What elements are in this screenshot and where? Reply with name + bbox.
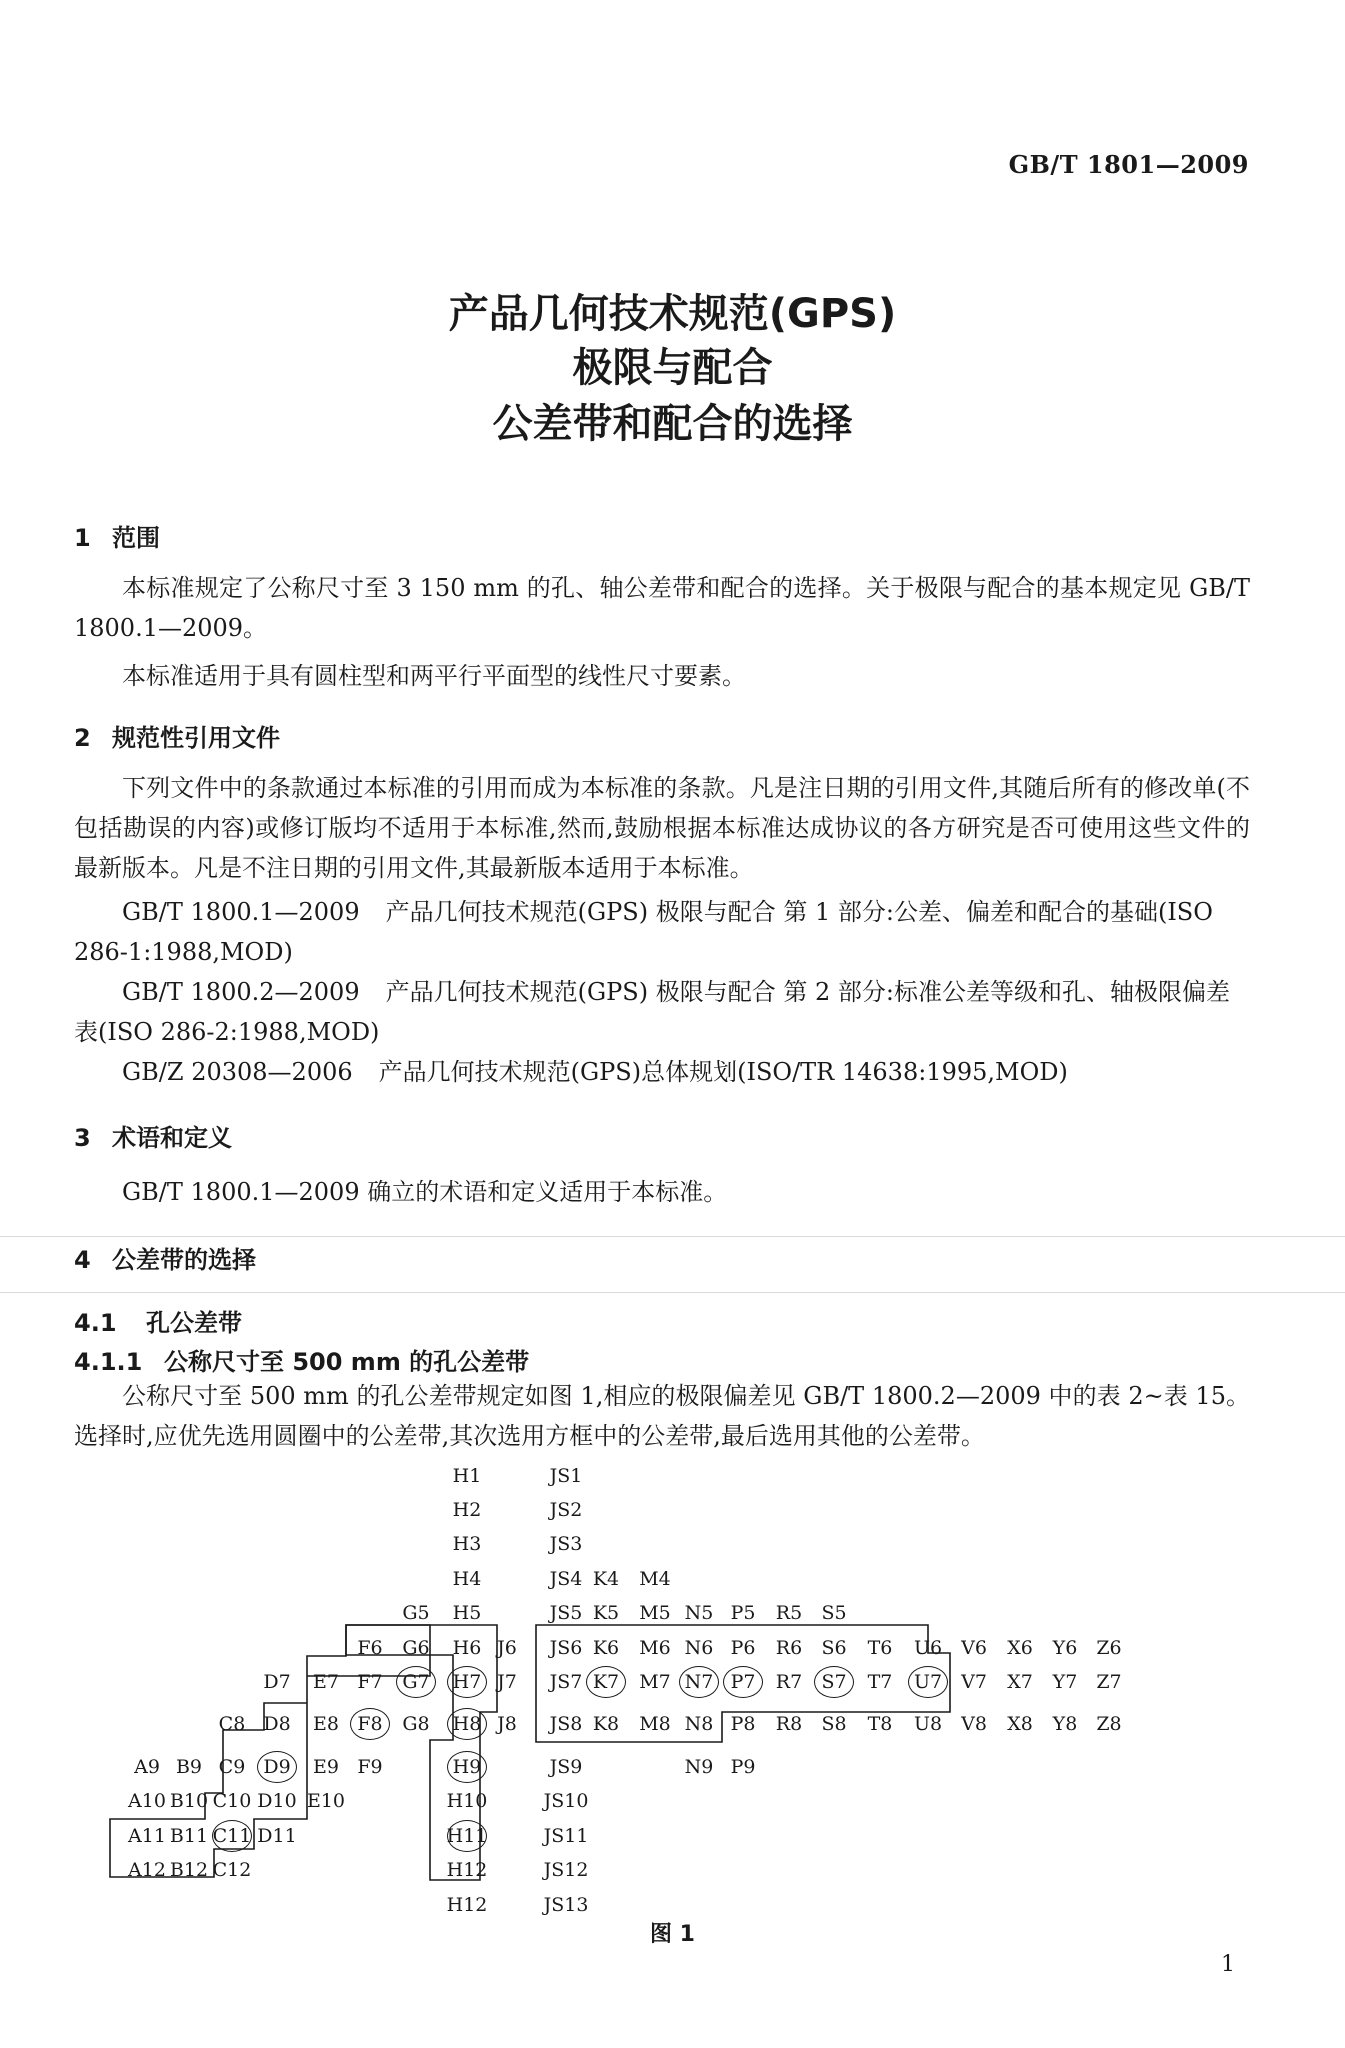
preferred-circle-icon xyxy=(447,1666,487,1698)
tolerance-zone-js11: JS11 xyxy=(543,1825,589,1847)
tolerance-zone-s5: S5 xyxy=(821,1602,847,1624)
tolerance-zone-m8: M8 xyxy=(639,1713,671,1735)
tolerance-zone-g6: G6 xyxy=(402,1637,430,1659)
section-title: 公称尺寸至 500 mm 的孔公差带 xyxy=(164,1348,530,1376)
tolerance-zone-u8: U8 xyxy=(913,1713,943,1735)
tolerance-zone-a11: A11 xyxy=(128,1825,166,1847)
tolerance-zone-v8: V8 xyxy=(961,1713,987,1735)
tolerance-zone-f8: F8 xyxy=(357,1713,383,1735)
preferred-circle-icon xyxy=(723,1666,763,1698)
tolerance-zone-u7: U7 xyxy=(913,1671,943,1693)
tolerance-zone-t8: T8 xyxy=(867,1713,893,1735)
preferred-circle-icon xyxy=(908,1666,948,1698)
tolerance-zone-h12: H12 xyxy=(446,1894,488,1916)
tolerance-zone-js1: JS1 xyxy=(549,1465,583,1487)
section-4-1-1-paragraph-1: 公称尺寸至 500 mm 的孔公差带规定如图 1,相应的极限偏差见 GB/T 1800.2—2009 中的表 2~表 15。选择时,应优先选用圆圈中的公差带,其次选用方框中的公差带,最后选用其他的公差带。 xyxy=(74,1382,1250,1450)
section-number: 3 xyxy=(74,1124,91,1152)
section-number: 4.1.1 xyxy=(74,1348,143,1376)
tolerance-zone-m6: M6 xyxy=(639,1637,671,1659)
tolerance-zone-g5: G5 xyxy=(402,1602,430,1624)
tolerance-zone-v6: V6 xyxy=(961,1637,987,1659)
tolerance-zone-y6: Y6 xyxy=(1052,1637,1078,1659)
tolerance-zone-js5: JS5 xyxy=(549,1602,583,1624)
tolerance-zone-r8: R8 xyxy=(775,1713,803,1735)
section-number: 4.1 xyxy=(74,1309,117,1337)
tolerance-zone-r7: R7 xyxy=(775,1671,803,1693)
section-1-paragraph-2: 本标准适用于具有圆柱型和两平行平面型的线性尺寸要素。 xyxy=(122,662,746,690)
tolerance-zone-r6: R6 xyxy=(775,1637,803,1659)
preferred-circle-icon xyxy=(679,1666,719,1698)
page-title-line-3: 公差带和配合的选择 xyxy=(492,401,853,447)
tolerance-zone-j8: J8 xyxy=(497,1713,517,1735)
tolerance-zone-k8: K8 xyxy=(592,1713,620,1735)
tolerance-zone-m5: M5 xyxy=(639,1602,671,1624)
tolerance-zone-js13: JS13 xyxy=(543,1894,589,1916)
preferred-circle-icon xyxy=(396,1666,436,1698)
section-number: 1 xyxy=(74,524,91,552)
preferred-circle-icon xyxy=(814,1666,854,1698)
tolerance-zone-d8: D8 xyxy=(263,1713,291,1735)
tolerance-zone-x7: X7 xyxy=(1007,1671,1033,1693)
tolerance-zone-h2: H2 xyxy=(452,1499,482,1521)
section-1-paragraph-1: 本标准规定了公称尺寸至 3 150 mm 的孔、轴公差带和配合的选择。关于极限与配合的基本规定见 GB/T 1800.1—2009。 xyxy=(74,574,1250,642)
tolerance-zone-p9: P9 xyxy=(730,1756,756,1778)
tolerance-zone-p6: P6 xyxy=(730,1637,756,1659)
tolerance-zone-js10: JS10 xyxy=(543,1790,589,1812)
page-title-line-1: 产品几何技术规范(GPS) xyxy=(448,291,897,337)
tolerance-zone-b11: B11 xyxy=(169,1825,209,1847)
preferred-circle-icon xyxy=(257,1751,297,1783)
tolerance-zone-a12: A12 xyxy=(128,1859,166,1881)
tolerance-zone-h10: H10 xyxy=(446,1790,488,1812)
tolerance-zone-n9: N9 xyxy=(684,1756,714,1778)
tolerance-zone-h3: H3 xyxy=(452,1533,482,1555)
section-number: 2 xyxy=(74,724,91,752)
figure-caption: 图 1 xyxy=(650,1922,695,1947)
reference-text: 产品几何技术规范(GPS) 极限与配合 第 1 部分:公差、偏差和配合的基础(ISO 286-1:1988,MOD) xyxy=(74,898,1213,966)
tolerance-zone-g7: G7 xyxy=(402,1671,430,1693)
tolerance-zone-y7: Y7 xyxy=(1052,1671,1078,1693)
tolerance-zone-j6: J6 xyxy=(497,1637,517,1659)
tolerance-zone-t7: T7 xyxy=(867,1671,893,1693)
tolerance-zone-s6: S6 xyxy=(821,1637,847,1659)
tolerance-zone-c8: C8 xyxy=(218,1713,246,1735)
tolerance-zone-j7: J7 xyxy=(497,1671,517,1693)
reference-code: GB/Z 20308—2006 xyxy=(122,1058,353,1086)
page-title-line-2: 极限与配合 xyxy=(572,345,773,391)
section-title: 术语和定义 xyxy=(112,1124,232,1152)
tolerance-zone-js3: JS3 xyxy=(549,1533,583,1555)
tolerance-zone-h11: H11 xyxy=(446,1825,488,1847)
tolerance-zone-z7: Z7 xyxy=(1096,1671,1122,1693)
tolerance-zone-y8: Y8 xyxy=(1052,1713,1078,1735)
reference-text: 产品几何技术规范(GPS)总体规划(ISO/TR 14638:1995,MOD) xyxy=(378,1058,1068,1086)
tolerance-zone-js4: JS4 xyxy=(549,1568,583,1590)
tolerance-zone-s7: S7 xyxy=(821,1671,847,1693)
tolerance-zone-z6: Z6 xyxy=(1096,1637,1122,1659)
tolerance-zone-n8: N8 xyxy=(684,1713,714,1735)
section-title: 范围 xyxy=(112,524,160,552)
tolerance-zone-js7: JS7 xyxy=(549,1671,583,1693)
tolerance-zone-m7: M7 xyxy=(639,1671,671,1693)
preferred-circle-icon xyxy=(447,1820,487,1852)
tolerance-zone-h9: H9 xyxy=(452,1756,482,1778)
tolerance-zone-t6: T6 xyxy=(867,1637,893,1659)
tolerance-zone-c9: C9 xyxy=(218,1756,246,1778)
reference-code: GB/T 1800.1—2009 xyxy=(122,898,360,926)
tolerance-zone-f9: F9 xyxy=(357,1756,383,1778)
tolerance-zone-p7: P7 xyxy=(730,1671,756,1693)
tolerance-zone-p8: P8 xyxy=(730,1713,756,1735)
section-2-paragraph-1: 下列文件中的条款通过本标准的引用而成为本标准的条款。凡是注日期的引用文件,其随后所有的修改单(不包括勘误的内容)或修订版均不适用于本标准,然而,鼓励根据本标准达成协议的各方研究是否可使用这些文件的最新版本。凡是不注日期的引用文件,其最新版本适用于本标准。 xyxy=(74,774,1250,882)
tolerance-zone-e8: E8 xyxy=(313,1713,339,1735)
tolerance-zone-a9: A9 xyxy=(134,1756,160,1778)
tolerance-zone-v7: V7 xyxy=(961,1671,987,1693)
tolerance-zone-k7: K7 xyxy=(592,1671,620,1693)
tolerance-zone-g8: G8 xyxy=(402,1713,430,1735)
tolerance-zone-h6: H6 xyxy=(452,1637,482,1659)
document-number: GB/T 1801—2009 xyxy=(1008,150,1249,179)
tolerance-zone-d7: D7 xyxy=(263,1671,291,1693)
preferred-circle-icon xyxy=(350,1708,390,1740)
tolerance-zone-k5: K5 xyxy=(592,1602,620,1624)
tolerance-zone-z8: Z8 xyxy=(1096,1713,1122,1735)
tolerance-zone-n5: N5 xyxy=(684,1602,714,1624)
tolerance-zone-d11: D11 xyxy=(257,1825,297,1847)
tolerance-zone-s8: S8 xyxy=(821,1713,847,1735)
tolerance-zone-h8: H8 xyxy=(452,1713,482,1735)
tolerance-zone-k4: K4 xyxy=(592,1568,620,1590)
page-number: 1 xyxy=(1221,1952,1235,1977)
tolerance-zone-f7: F7 xyxy=(357,1671,383,1693)
section-number: 4 xyxy=(74,1246,91,1274)
section-3-paragraph-1: GB/T 1800.1—2009 确立的术语和定义适用于本标准。 xyxy=(122,1178,728,1206)
tolerance-zone-r5: R5 xyxy=(775,1602,803,1624)
preferred-circle-icon xyxy=(447,1751,487,1783)
tolerance-zone-e7: E7 xyxy=(313,1671,339,1693)
tolerance-zone-b10: B10 xyxy=(169,1790,209,1812)
tolerance-zone-n6: N6 xyxy=(684,1637,714,1659)
reference-code: GB/T 1800.2—2009 xyxy=(122,978,360,1006)
tolerance-zone-d9: D9 xyxy=(263,1756,291,1778)
tolerance-zone-f6: F6 xyxy=(357,1637,383,1659)
tolerance-zone-h5: H5 xyxy=(452,1602,482,1624)
tolerance-zone-js12: JS12 xyxy=(543,1859,589,1881)
tolerance-zone-a10: A10 xyxy=(128,1790,166,1812)
tolerance-zone-js6: JS6 xyxy=(549,1637,583,1659)
tolerance-zone-b12: B12 xyxy=(169,1859,209,1881)
tolerance-zone-k6: K6 xyxy=(592,1637,620,1659)
reference-text: 产品几何技术规范(GPS) 极限与配合 第 2 部分:标准公差等级和孔、轴极限偏差表(ISO 286-2:1988,MOD) xyxy=(74,978,1230,1046)
tolerance-zone-e10: E10 xyxy=(306,1790,346,1812)
preferred-circle-icon xyxy=(586,1666,626,1698)
tolerance-zone-n7: N7 xyxy=(684,1671,714,1693)
section-title: 公差带的选择 xyxy=(112,1246,256,1274)
tolerance-zone-c11: C11 xyxy=(212,1825,252,1847)
tolerance-zone-d10: D10 xyxy=(257,1790,297,1812)
tolerance-zone-x8: X8 xyxy=(1007,1713,1033,1735)
tolerance-zone-p5: P5 xyxy=(730,1602,756,1624)
tolerance-zone-u6: U6 xyxy=(913,1637,943,1659)
tolerance-zone-m4: M4 xyxy=(639,1568,671,1590)
tolerance-zone-b9: B9 xyxy=(175,1756,203,1778)
tolerance-zone-js2: JS2 xyxy=(549,1499,583,1521)
section-title: 孔公差带 xyxy=(146,1309,242,1337)
preferred-circle-icon xyxy=(447,1708,487,1740)
tolerance-zone-e9: E9 xyxy=(313,1756,339,1778)
tolerance-zone-h4: H4 xyxy=(452,1568,482,1590)
tolerance-zone-h12: H12 xyxy=(446,1859,488,1881)
section-title: 规范性引用文件 xyxy=(112,724,280,752)
preferred-circle-icon xyxy=(212,1820,252,1852)
tolerance-zone-x6: X6 xyxy=(1007,1637,1033,1659)
tolerance-zone-h7: H7 xyxy=(452,1671,482,1693)
tolerance-zone-c12: C12 xyxy=(212,1859,252,1881)
tolerance-zone-js8: JS8 xyxy=(549,1713,583,1735)
tolerance-zone-c10: C10 xyxy=(212,1790,252,1812)
tolerance-zone-js9: JS9 xyxy=(549,1756,583,1778)
tolerance-zone-h1: H1 xyxy=(452,1465,482,1487)
